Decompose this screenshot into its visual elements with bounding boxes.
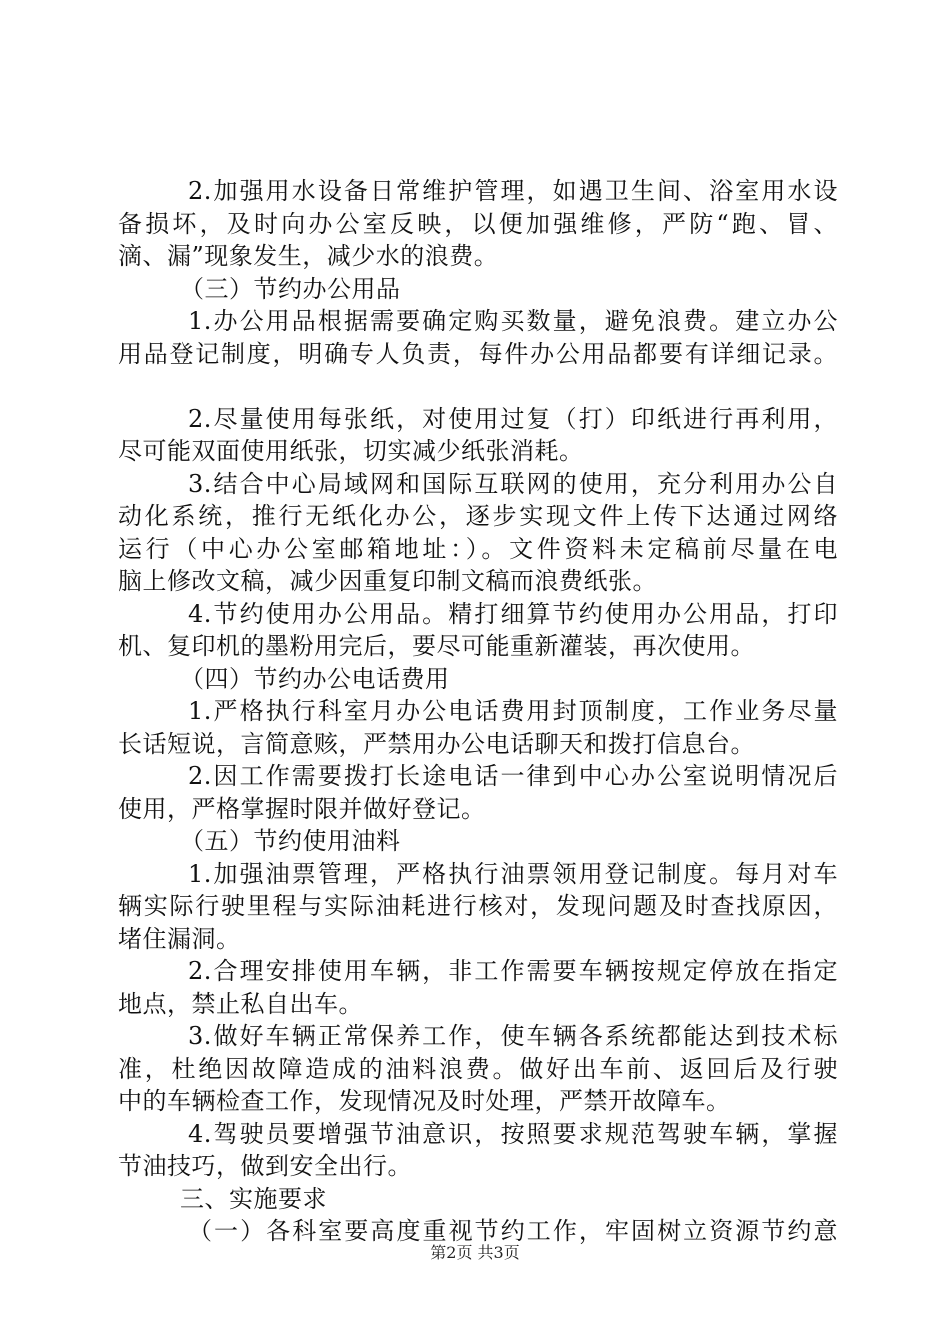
paragraph-line: 4.节约使用办公用品。精打细算节约使用办公用品，打印 [188, 599, 838, 628]
paragraph-line: 3.结合中心局域网和国际互联网的使用，充分利用办公自 [188, 469, 838, 498]
paragraph-line: 1.加强油票管理，严格执行油票领用登记制度。每月对车 [188, 859, 838, 888]
paragraph-line: 4.驾驶员要增强节油意识，按照要求规范驾驶车辆，掌握 [188, 1119, 838, 1148]
paragraph-line: 1.严格执行科室月办公电话费用封顶制度，工作业务尽量 [188, 697, 838, 725]
paragraph-line: （一）各科室要高度重视节约工作，牢固树立资源节约意 [188, 1217, 838, 1245]
paragraph-line: 使用，严格掌握时限并做好登记。 [118, 794, 486, 823]
paragraph-line: 备损坏，及时向办公室反映，以便加强维修，严防“跑、冒、 [118, 209, 838, 238]
paragraph-line: 动化系统，推行无纸化办公，逐步实现文件上传下达通过网络 [118, 502, 838, 530]
paragraph-line: 运行（中心办公室邮箱地址：）。文件资料未定稿前尽量在电 [118, 534, 838, 563]
paragraph-line: 2.合理安排使用车辆，非工作需要车辆按规定停放在指定 [188, 957, 838, 985]
section-heading: 三、实施要求 [180, 1184, 327, 1213]
paragraph-line: 2.尽量使用每张纸，对使用过复（打）印纸进行再利用， [188, 404, 838, 433]
section-heading: （五）节约使用油料 [180, 827, 401, 855]
paragraph-line: 准，杜绝因故障造成的油料浪费。做好出车前、返回后及行驶 [118, 1054, 838, 1083]
section-heading: （四）节约办公电话费用 [180, 664, 450, 693]
paragraph-line: 2.因工作需要拨打长途电话一律到中心办公室说明情况后 [188, 762, 838, 790]
paragraph-line: 滴、漏”现象发生，减少水的浪费。 [118, 242, 499, 270]
paragraph-line: 长话短说，言简意赅，严禁用办公电话聊天和拨打信息台。 [118, 729, 755, 758]
paragraph-line: 2.加强用水设备日常维护管理，如遇卫生间、浴室用水设 [188, 177, 838, 205]
paragraph-line: 机、复印机的墨粉用完后，要尽可能重新灌装，再次使用。 [118, 632, 755, 660]
paragraph-line: 脑上修改文稿，减少因重复印制文稿而浪费纸张。 [118, 567, 657, 595]
section-heading: （三）节约办公用品 [180, 274, 401, 303]
paragraph-line: 节油技巧，做到安全出行。 [118, 1152, 412, 1180]
paragraph-line: 中的车辆检查工作，发现情况及时处理，严禁开故障车。 [118, 1087, 731, 1115]
paragraph-line: 堵住漏洞。 [118, 924, 241, 953]
document-body [118, 175, 838, 1248]
page-number-footer: 第2页 共3页 [430, 1243, 520, 1262]
paragraph-line: 地点，禁止私自出车。 [118, 989, 363, 1018]
paragraph-line: 用品登记制度，明确专人负责，每件办公用品都要有详细记录。 [118, 339, 838, 368]
paragraph-line: 辆实际行驶里程与实际油耗进行核对，发现问题及时查找原因， [118, 892, 838, 920]
blank-line [118, 370, 838, 403]
paragraph-line: 1.办公用品根据需要确定购买数量，避免浪费。建立办公 [188, 307, 838, 335]
paragraph-line: 3.做好车辆正常保养工作，使车辆各系统都能达到技术标 [188, 1022, 838, 1050]
paragraph-line: 尽可能双面使用纸张，切实减少纸张消耗。 [118, 437, 584, 465]
